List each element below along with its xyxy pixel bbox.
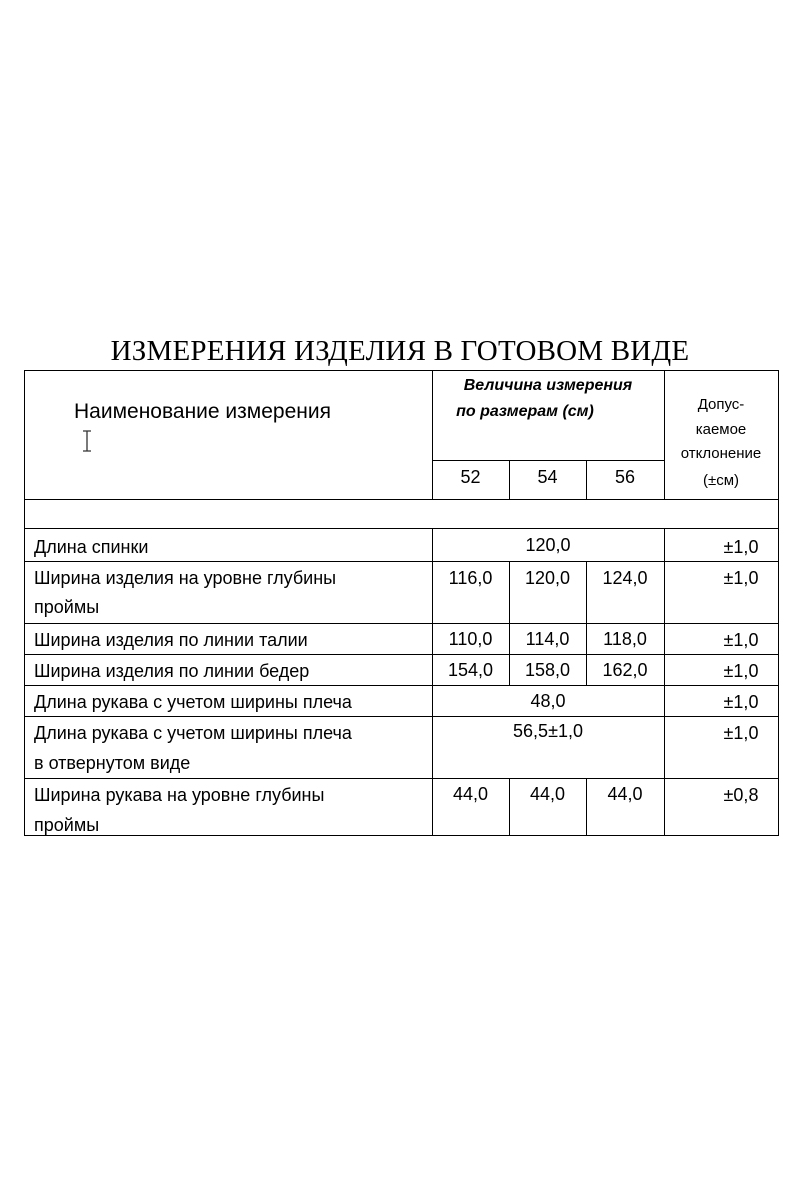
row-3-value-54: 114,0 xyxy=(525,629,570,649)
row-1-name: Длина спинки xyxy=(34,537,149,557)
table-border-left xyxy=(24,370,25,836)
row-7-value-56: 44,0 xyxy=(607,784,643,804)
row-3-value-52: 110,0 xyxy=(448,629,493,649)
row-4-tolerance: ±1,0 xyxy=(723,661,759,681)
row-4-value-56: 162,0 xyxy=(602,660,648,680)
size-header-divider xyxy=(432,460,664,461)
row-7-value-54: 44,0 xyxy=(529,784,566,804)
row-6-merged-value: 56,5±1,0 xyxy=(513,721,583,741)
header-tolerance-line4: (±см) xyxy=(702,472,740,489)
header-tolerance-line1: Допус- xyxy=(697,396,745,413)
row-7-name-line1: Ширина рукава на уровне глубины xyxy=(34,785,325,805)
spacer-row-bottom-line xyxy=(24,528,779,529)
size-column-52: 52 xyxy=(460,467,481,487)
row-3-tolerance: ±1,0 xyxy=(723,630,759,650)
row-4-name: Ширина изделия по линии бедер xyxy=(34,661,310,681)
row-2-value-54: 120,0 xyxy=(524,568,571,588)
row-6-tolerance: ±1,0 xyxy=(723,723,759,743)
header-bottom-line xyxy=(24,499,779,500)
row-1-merged-value: 120,0 xyxy=(525,535,571,555)
row-3-value-56: 118,0 xyxy=(603,629,647,649)
row-5-tolerance: ±1,0 xyxy=(723,692,759,712)
row-7-name-line2: проймы xyxy=(34,815,100,835)
table-border-top xyxy=(24,370,779,371)
page-title: ИЗМЕРЕНИЯ ИЗДЕЛИЯ В ГОТОВОМ ВИДЕ xyxy=(110,335,690,367)
row-6-name-line2: в отвернутом виде xyxy=(34,753,191,773)
size-column-56: 56 xyxy=(614,467,636,487)
row-line-6 xyxy=(24,778,779,779)
row-2-name-line2: проймы xyxy=(34,597,100,617)
row-7-value-52: 44,0 xyxy=(452,784,489,804)
row-5-merged-value: 48,0 xyxy=(530,691,566,711)
row-4-value-52: 154,0 xyxy=(447,660,494,680)
table-border-bottom xyxy=(24,835,779,836)
header-measurement-name: Наименование измерения xyxy=(74,400,331,423)
row-1-tolerance: ±1,0 xyxy=(723,537,759,557)
row-2-name-line1: Ширина изделия на уровне глубины xyxy=(34,568,337,588)
row-3-name: Ширина изделия по линии талии xyxy=(34,630,308,650)
text-cursor-icon xyxy=(82,430,92,452)
header-size-group-line1: Величина измерения xyxy=(463,377,633,394)
header-tolerance-line3: отклонение xyxy=(680,445,762,462)
row-2-value-52: 116,0 xyxy=(448,568,493,588)
size-column-54: 54 xyxy=(537,467,558,487)
row-7-tolerance: ±0,8 xyxy=(723,785,759,805)
header-tolerance-line2: каемое xyxy=(695,421,747,438)
row-6-name-line1: Длина рукава с учетом ширины плеча xyxy=(34,723,352,743)
header-size-group-line2: по размерам (см) xyxy=(456,403,594,420)
row-2-value-56: 124,0 xyxy=(602,568,648,588)
row-4-value-54: 158,0 xyxy=(524,660,571,680)
table-border-right xyxy=(778,370,779,836)
row-5-name: Длина рукава с учетом ширины плеча xyxy=(34,692,352,712)
row-2-tolerance: ±1,0 xyxy=(723,568,759,588)
row-line-2 xyxy=(24,623,779,624)
